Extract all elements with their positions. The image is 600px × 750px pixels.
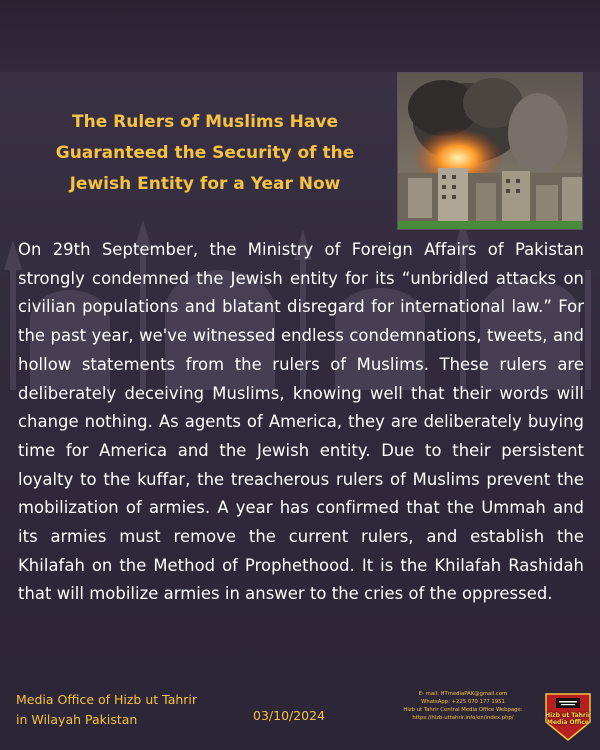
title-line-2: Guaranteed the Security of the xyxy=(55,143,355,163)
media-office-name xyxy=(16,690,256,730)
contact-whatsapp: WhatsApp: +225 070 177 1951 xyxy=(421,699,505,705)
post-date: 03/10/2024 xyxy=(253,708,326,723)
post-title xyxy=(20,107,390,200)
office-line-1: Media Office of Hizb ut Tahrir xyxy=(16,692,198,707)
office-line-2: in Wilayah Pakistan xyxy=(16,712,138,727)
contact-email: E- mail: HTmediaPAK@gmail.com xyxy=(418,691,508,697)
top-band xyxy=(0,0,600,72)
title-line-3: Jewish Entity for a Year Now xyxy=(69,174,341,194)
contact-webpage-label: Hizb ut Tahrir Central Media Office Webpage: xyxy=(403,707,523,713)
contact-url: https://hizb-uttahrir.info/en/index.php/ xyxy=(412,715,514,721)
title-line-1: The Rulers of Muslims Have xyxy=(72,112,338,132)
logo-text: Hizb ut Tahrir Media Office xyxy=(545,712,591,726)
post-body: On 29th September, the Ministry of Foreign Affairs of Pakistan strongly condemned the Jewish entity for its “unbridled attacks on civilian populations and blatant disregard for international law.” For the past year, we've witnessed endless condemnations, tweets, and hollow statements from the rulers of Muslims. These rulers are deliberately deceiving Muslims, knowing well that their words will change nothing. As agents of America, they are deliberately buying time for America and the Jewish entity. Due to their persistent loyalty to the kuffar, the treacherous rulers of Muslims prevent the mobilization of armies. A year has confirmed that the Ummah and its armies must remove the current rulers, and establish the Khilafah on the Method of Prophethood. It is the Khilafah Rashidah that will mobilize armies in answer to the cries of the oppressed. xyxy=(18,240,584,604)
contact-info xyxy=(388,690,538,722)
hizb-ut-tahrir-logo xyxy=(540,688,596,744)
explosion-photo xyxy=(397,72,583,230)
